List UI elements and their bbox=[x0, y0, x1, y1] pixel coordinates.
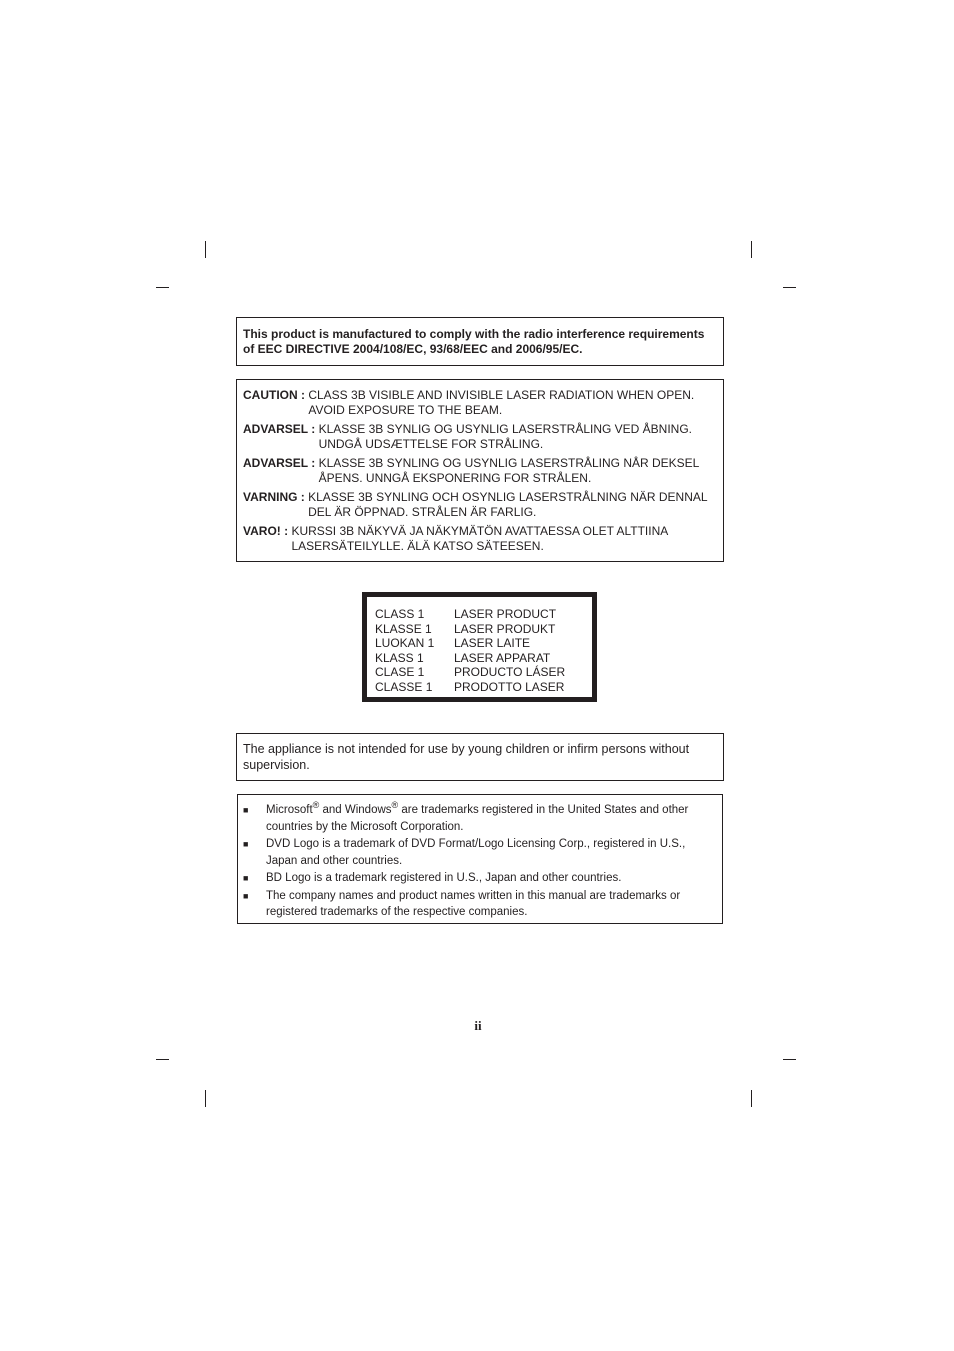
laser-class: KLASS 1 bbox=[375, 650, 424, 665]
laser-class: KLASSE 1 bbox=[375, 621, 432, 636]
trademark-item bbox=[243, 888, 716, 921]
trademark-item bbox=[243, 836, 716, 869]
laser-class: CLASSE 1 bbox=[375, 679, 433, 694]
laser-label-row bbox=[375, 680, 592, 695]
warning-text: KLASSE 3B SYNLING OG USYNLIG LASERSTRÅLING NÅR DEKSEL ÅPENS. UNNGÅ EKSPONERING FOR STRÅLEN. bbox=[318, 456, 699, 485]
warning-label: VARO! : bbox=[243, 524, 292, 538]
laser-product: LASER LAITE bbox=[454, 636, 531, 650]
laser-class: CLASE 1 bbox=[375, 665, 425, 679]
trademark-text: BD Logo is a trademark registered in U.S., Japan and other countries. bbox=[266, 872, 622, 884]
warning-label: ADVARSEL : bbox=[243, 422, 319, 436]
appliance-notice-box bbox=[236, 733, 724, 781]
laser-product: PRODUCTO LÁSER bbox=[454, 665, 566, 679]
laser-class: LUOKAN 1 bbox=[375, 636, 435, 650]
bullet-square-icon: ■ bbox=[243, 839, 249, 849]
crop-mark-top-left-h bbox=[156, 287, 169, 288]
laser-product: LASER PRODUKT bbox=[454, 621, 556, 636]
warning-label: CAUTION : bbox=[243, 388, 309, 402]
crop-mark-bottom-right bbox=[751, 1090, 752, 1107]
warning-text: CLASS 3B VISIBLE AND INVISIBLE LASER RADIATION WHEN OPEN. AVOID EXPOSURE TO THE BEAM. bbox=[308, 388, 695, 417]
bullet-square-icon: ■ bbox=[243, 873, 249, 883]
laser-label-row bbox=[375, 607, 592, 622]
registered-mark: ® bbox=[312, 800, 320, 810]
warning-label: VARNING : bbox=[243, 490, 309, 504]
warning-label: ADVARSEL : bbox=[243, 456, 319, 470]
crop-mark-top-right bbox=[751, 241, 752, 258]
laser-product: LASER APPARAT bbox=[454, 650, 551, 665]
laser-warning bbox=[243, 524, 717, 554]
trademark-box bbox=[237, 794, 723, 924]
laser-warning bbox=[243, 456, 717, 486]
laser-class: CLASS 1 bbox=[375, 607, 425, 621]
page-number: ii bbox=[474, 1018, 482, 1033]
laser-label-row bbox=[375, 636, 592, 651]
laser-warning bbox=[243, 422, 717, 452]
bullet-square-icon: ■ bbox=[243, 890, 249, 901]
crop-mark-top-left bbox=[205, 241, 206, 258]
eec-notice-text: This product is manufactured to comply with the radio interference requirements of EEC DIRECTIVE 2004/108/EC, 93/68/EEC and 2006/95/EC. bbox=[243, 327, 705, 356]
laser-caution-box bbox=[236, 379, 724, 562]
trademark-text: The company names and product names written in this manual are trademarks or registered trademarks of the respective companies. bbox=[266, 889, 681, 918]
trademark-item bbox=[243, 802, 716, 835]
laser-label-row bbox=[375, 651, 592, 666]
warning-text: KLASSE 3B SYNLIG OG USYNLIG LASERSTRÅLING VED ÅBNING. UNDGÅ UDSÆTTELSE FOR STRÅLING. bbox=[318, 422, 693, 451]
laser-label-row bbox=[375, 665, 592, 680]
crop-mark-bottom-right-h bbox=[783, 1059, 796, 1060]
bullet-square-icon: ■ bbox=[243, 805, 249, 815]
laser-label-row bbox=[375, 622, 592, 637]
crop-mark-bottom-left bbox=[205, 1090, 206, 1107]
eec-notice-box bbox=[236, 317, 724, 366]
warning-text: KLASSE 3B SYNLING OCH OSYNLIG LASERSTRÅLNING NÄR DENNAL DEL ÄR ÖPPNAD. STRÅLEN ÄR FARLIG. bbox=[308, 490, 708, 519]
warning-text: KURSSI 3B NÄKYVÄ JA NÄKYMÄTÖN AVATTAESSA OLET ALTTIINA LASERSÄTEILYLLE. ÄLÄ KATSO SÄTEESEN. bbox=[291, 524, 668, 553]
laser-product: LASER PRODUCT bbox=[454, 607, 557, 621]
trademark-text: DVD Logo is a trademark of DVD Format/Logo Licensing Corp., registered in U.S., Japan and other countries. bbox=[266, 838, 686, 867]
laser-warning bbox=[243, 388, 717, 418]
laser-product: PRODOTTO LASER bbox=[454, 679, 565, 694]
appliance-notice-text: The appliance is not intended for use by young children or infirm persons without supervision. bbox=[243, 742, 690, 772]
registered-mark: ® bbox=[391, 800, 399, 810]
trademark-item bbox=[243, 870, 716, 887]
class1-laser-label bbox=[362, 592, 597, 702]
crop-mark-bottom-left-h bbox=[156, 1059, 169, 1060]
crop-mark-top-right-h bbox=[783, 287, 796, 288]
laser-warning bbox=[243, 490, 717, 520]
trademark-text: Microsoft® and Windows® are trademarks registered in the United States and other countries by the Microsoft Corporation. bbox=[266, 800, 689, 833]
